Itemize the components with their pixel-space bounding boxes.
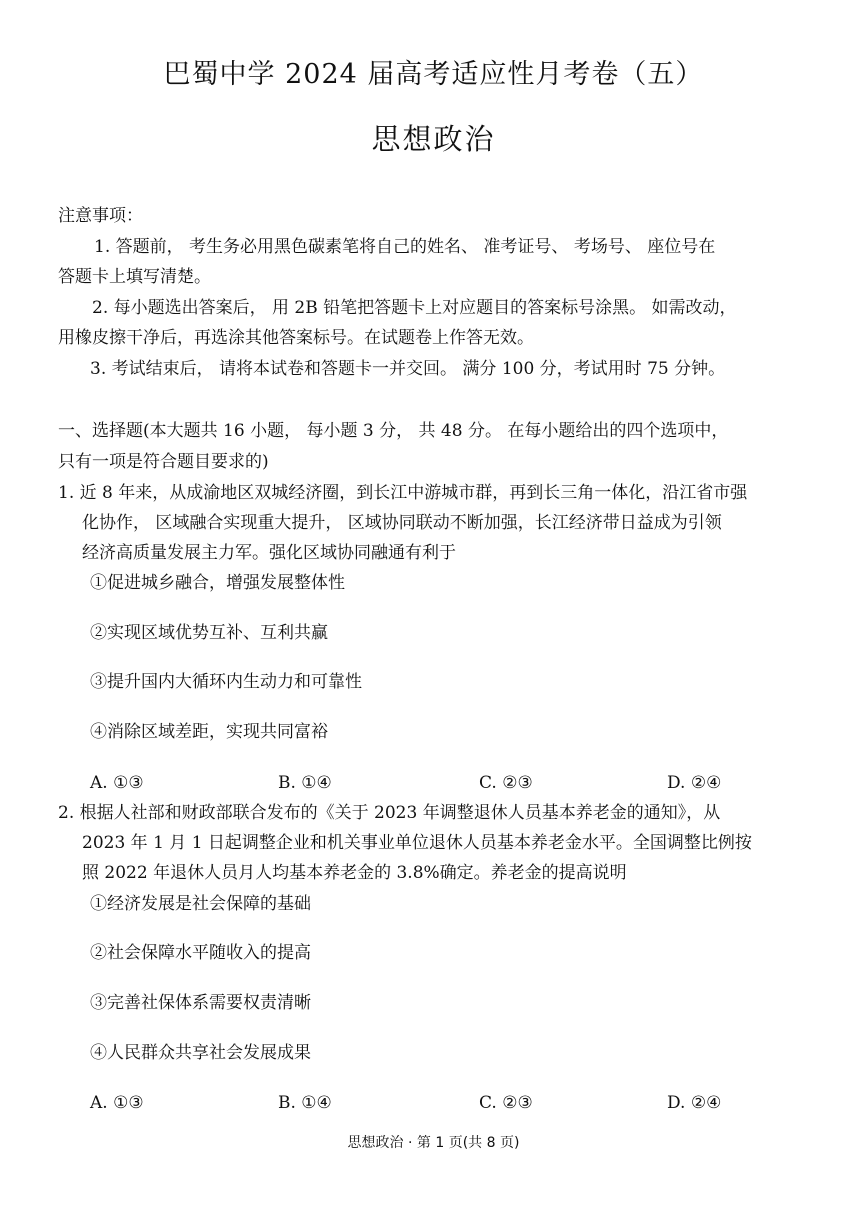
notice-item-1-line1: 1. 答题前， 考生务必用黑色碳素笔将自己的姓名、 准考证号、 考场号、 座位号在 xyxy=(94,237,716,257)
question-2-statement-3: ③完善社保体系需要权责清晰 xyxy=(90,993,311,1013)
page-footer: 思想政治 · 第 1 页(共 8 页) xyxy=(347,1135,520,1151)
notice-item-3-line1: 3. 考试结束后， 请将本试卷和答题卡一并交回。 满分 100 分，考试用时 75 分钟。 xyxy=(90,359,726,379)
question-2-statement-2: ②社会保障水平随收入的提高 xyxy=(90,943,311,963)
question-2-statement-1: ①经济发展是社会保障的基础 xyxy=(90,894,311,914)
notice-item-2-line2: 用橡皮擦干净后，再选涂其他答案标号。在试题卷上作答无效。 xyxy=(58,328,534,348)
question-1-stem-line1: 1. 近 8 年来，从成渝地区双城经济圈，到长江中游城市群，再到长三角一体化，沿江省市强 xyxy=(58,483,748,503)
section-heading-line1: 一、选择题(本大题共 16 小题， 每小题 3 分， 共 48 分。 在每小题给出的四个选项中， xyxy=(58,421,729,441)
question-1-statement-3: ③提升国内大循环内生动力和可靠性 xyxy=(90,672,362,692)
page-title: 巴蜀中学 2024 届高考适应性月考卷（五） xyxy=(163,59,704,90)
question-1-statement-2: ②实现区域优势互补、互利共赢 xyxy=(90,623,328,643)
question-1-stem-line2: 化协作， 区域融合实现重大提升， 区域协同联动不断加强，长江经济带日益成为引领 xyxy=(82,513,722,533)
question-2-stem-line2: 2023 年 1 月 1 日起调整企业和机关事业单位退休人员基本养老金水平。全国调整比例按 xyxy=(82,833,752,853)
question-1-statement-4: ④消除区域差距，实现共同富裕 xyxy=(90,722,328,742)
page-subtitle: 思想政治 xyxy=(371,122,496,156)
notice-item-2-line1: 2. 每小题选出答案后， 用 2B 铅笔把答题卡上对应题目的答案标号涂黑。 如需改动， xyxy=(92,298,737,318)
question-1-option-d: D. ②④ xyxy=(667,773,722,793)
question-2-option-a: A. ①③ xyxy=(90,1093,144,1113)
question-2-stem-line1: 2. 根据人社部和财政部联合发布的《关于 2023 年调整退休人员基本养老金的通知》，从 xyxy=(58,803,721,823)
question-1-option-b: B. ①④ xyxy=(278,773,332,793)
question-1-option-c: C. ②③ xyxy=(479,773,533,793)
section-heading-line2: 只有一项是符合题目要求的) xyxy=(58,452,269,472)
question-1-option-a: A. ①③ xyxy=(90,773,144,793)
question-2-option-b: B. ①④ xyxy=(278,1093,332,1113)
question-1-stem-line3: 经济高质量发展主力军。强化区域协同融通有利于 xyxy=(82,543,456,563)
question-2-statement-4: ④人民群众共享社会发展成果 xyxy=(90,1043,311,1063)
notice-heading: 注意事项： xyxy=(58,206,143,226)
question-1-statement-1: ①促进城乡融合，增强发展整体性 xyxy=(90,573,345,593)
notice-item-1-line2: 答题卡上填写清楚。 xyxy=(58,267,211,287)
question-2-option-d: D. ②④ xyxy=(667,1093,722,1113)
question-2-option-c: C. ②③ xyxy=(479,1093,533,1113)
question-2-stem-line3: 照 2022 年退休人员月人均基本养老金的 3.8%确定。养老金的提高说明 xyxy=(82,863,627,883)
